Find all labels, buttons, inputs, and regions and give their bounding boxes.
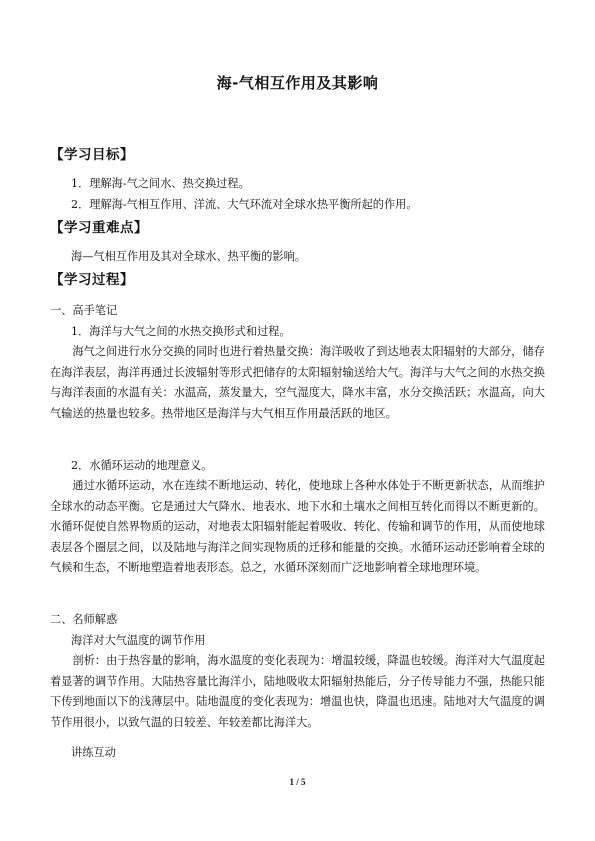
part1-item-2: 2．水循环运动的地理意义。 (71, 459, 213, 472)
objectives-heading: 【学习目标】 (50, 147, 134, 163)
objective-item-1: 1．理解海-气之间水、热交换过程。 (71, 177, 250, 190)
page-title: 海-气相互作用及其影响 (216, 74, 379, 92)
part1-label: 一、高手笔记 (50, 304, 118, 317)
part1-item-1: 1．海洋与大气之间的水热交换形式和过程。 (71, 325, 291, 338)
key-points-heading: 【学习重难点】 (50, 220, 148, 236)
objective-item-2: 2．理解海-气相互作用、洋流、大气环流对全球水热平衡所起的作用。 (71, 198, 418, 211)
part2-paragraph: 剖析：由于热容量的影响，海水温度的变化表现为：增温较缓，降温也较缓。海洋对大气温度起着显著的调节作用。大陆热容量比海洋小，陆地吸收太阳辐射热能后，分子传导能力不强，热能只能下传到地面以下的浅薄层中。陆地温度的变化表现为：增温也快，降温也迅速。陆地对大气温度的调节作用很小，以致气温的日较差、年较差都比海洋大。 (50, 654, 545, 729)
part2-label: 二、名师解惑 (50, 613, 118, 626)
key-points-text: 海—气相互作用及其对全球水、热平衡的影响。 (71, 250, 306, 263)
part2-subtitle: 海洋对大气温度的调节作用 (71, 634, 206, 647)
practice-label: 讲练互动 (71, 746, 116, 759)
part1-paragraph-2: 通过水循环运动，水在连续不断地运动、转化，使地球上各种水体处于不断更新状态，从而维护全球水的动态平衡。它是通过大气降水、地表水、地下水和土壤水之间相互转化而得以不断更新的。水循环促使自然界物质的运动，对地表太阳辐射能起着吸收、转化、传输和调节的作用，从而使地球表层各个圈层之间，以及陆地与海洋之间实现物质的迁移和能量的交换。水循环运动还影响着全球的气候和生态，不断地塑造着地表形态。总之，水循环深刻而广泛地影响着全球地理环境。 (50, 479, 545, 575)
process-heading: 【学习过程】 (50, 272, 134, 288)
part1-paragraph-1: 海气之间进行水分交换的同时也进行着热量交换：海洋吸收了到达地表太阳辐射的大部分，储存在海洋表层，海洋再通过长波辐射等形式把储存的太阳辐射输送给大气。海洋与大气之间的水热交换与海洋表面的水温有关：水温高，蒸发量大，空气湿度大，降水丰富，水分交换活跃；水温高，向大气输送的热量也较多。热带地区是海洋与大气相互作用最活跃的地区。 (50, 345, 545, 420)
page-number: 1 / 5 (289, 777, 306, 787)
